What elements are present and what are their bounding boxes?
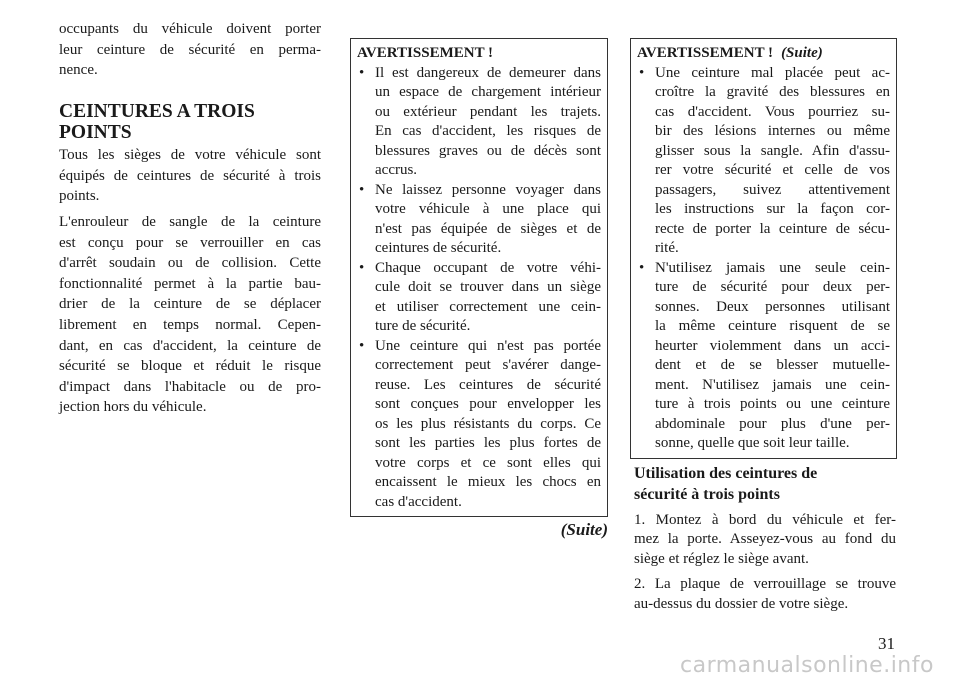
text-line: mez la porte. Asseyez-vous au fond du <box>634 531 896 548</box>
watermark: carmanualsonline.info <box>680 653 934 678</box>
text-line: les instructions sur la façon cor- <box>655 201 890 217</box>
text-line: En cas d'accident, les risques de <box>375 123 601 139</box>
text-line: cule doit se trouver dans un siège <box>375 279 601 295</box>
text-line: croître la gravité des blessures en <box>655 84 890 100</box>
text-line: ceintures de sécurité. <box>375 240 502 256</box>
text-line: L'enrouleur de sangle de la ceinture <box>59 214 321 230</box>
warning-title-text: AVERTISSEMENT ! <box>637 45 774 61</box>
warning-continued-label: (Suite) <box>781 45 823 61</box>
warning-bullet <box>637 64 890 259</box>
bullet-icon: • <box>639 64 645 81</box>
text-line: abdominale pour plus d'une per- <box>655 415 890 432</box>
text-line: sonne, quelle que soit leur taille. <box>655 435 850 451</box>
warning-bullet <box>637 259 890 454</box>
text-line: Chaque occupant de votre véhi- <box>375 259 601 276</box>
text-line: dant, en cas d'accident, la ceinture de <box>59 337 321 354</box>
text-line: Ne laissez personne voyager dans <box>375 181 601 198</box>
warning-bullet <box>357 181 601 259</box>
text-line: la même ceinture risquent de se <box>655 318 890 334</box>
paragraph-seats <box>59 145 321 207</box>
text-line: sont les parties les plus fortes de <box>375 435 601 451</box>
warning-bullets <box>637 64 890 454</box>
warning-box <box>350 38 608 517</box>
text-line: occupants du véhicule doivent porter <box>59 21 321 37</box>
text-line: accrus. <box>375 162 418 178</box>
warning-title <box>637 44 890 64</box>
text-line: rité. <box>655 240 679 256</box>
text-line: n'est pas équipée de sièges et de <box>375 220 601 237</box>
continued-label: (Suite) <box>560 520 608 539</box>
text-line: siège et réglez le siège avant. <box>634 550 809 567</box>
paragraph-retractor <box>59 212 321 418</box>
text-line: N'utilisez jamais une seule cein- <box>655 259 890 276</box>
text-line: passagers, suivez attentivement <box>655 181 890 198</box>
text-line: sont conçues pour envelopper les <box>375 396 601 412</box>
text-line: 2. La plaque de verrouillage se trouve <box>634 576 896 593</box>
text-line: drier de la ceinture de se déplacer <box>59 296 321 313</box>
text-line: cas d'accident. Vous pourriez su- <box>655 103 890 120</box>
text-line: votre corps et ce sont elles qui <box>375 454 601 471</box>
warning-bullet <box>357 337 601 513</box>
text-line: sonnes. Deux personnes utilisant <box>655 298 890 315</box>
bullet-icon: • <box>359 259 365 276</box>
text-line: Une ceinture qui n'est pas portée <box>375 337 601 354</box>
text-line: dent et de se blesser mutuelle- <box>655 357 890 373</box>
text-line: d'arrêt soudain ou de collision. Cette <box>59 255 321 272</box>
text-line: reuse. Les ceintures de sécurité <box>375 376 601 393</box>
text-line: votre véhicule à une place qui <box>375 201 601 217</box>
text-line: recte de porter la ceinture de sécu- <box>655 220 890 237</box>
intro-paragraph <box>59 19 321 81</box>
heading-line: sécurité à trois points <box>634 485 780 503</box>
subsection-heading <box>634 463 896 505</box>
text-line: Une ceinture mal placée peut ac- <box>655 64 890 81</box>
heading-line: Utilisation des ceintures de <box>634 464 818 482</box>
text-line: 1. Montez à bord du véhicule et fer- <box>634 511 896 528</box>
text-line: blessures graves ou de décès sont <box>375 142 601 159</box>
heading-line: CEINTURES A TROIS <box>59 101 255 122</box>
bullet-icon: • <box>359 181 365 198</box>
step-2 <box>634 575 896 614</box>
page-number: 31 <box>878 634 895 653</box>
warning-box-continued <box>630 38 897 459</box>
text-line: cas d'accident. <box>375 493 462 510</box>
text-line: ture de sécurité. <box>375 318 471 334</box>
text-line: nence. <box>59 62 98 79</box>
text-line: Il est dangereux de demeurer dans <box>375 64 601 81</box>
usage-section <box>630 463 897 615</box>
heading-line: POINTS <box>59 122 132 143</box>
bullet-icon: • <box>639 259 645 276</box>
text-line: correctement peut s'avérer dange- <box>375 357 601 373</box>
text-line: un espace de chargement intérieur <box>375 84 601 100</box>
warning-bullet <box>357 64 601 181</box>
text-line: leur ceinture de sécurité en perma- <box>59 41 321 58</box>
text-line: et utiliser correctement une cein- <box>375 298 601 315</box>
right-column <box>630 38 897 614</box>
warning-title: AVERTISSEMENT ! <box>357 45 494 61</box>
text-line: sécurité se bloque et réduit le risque <box>59 358 321 375</box>
text-line: points. <box>59 188 100 205</box>
warning-bullets <box>357 64 601 513</box>
text-line: d'impact dans l'habitacle ou de pro- <box>59 378 321 395</box>
text-line: glisser sous la sangle. Afin d'assu- <box>655 142 890 159</box>
bullet-icon: • <box>359 64 365 81</box>
section-heading <box>59 101 255 143</box>
text-line: os les plus résistants du corps. Ce <box>375 415 601 432</box>
text-line: ture à trois points ou une ceinture <box>655 396 890 412</box>
text-line: au-dessus du dossier de votre siège. <box>634 595 849 612</box>
step-1 <box>634 511 896 570</box>
text-line: encaissent le mieux les chocs en <box>375 474 601 490</box>
text-line: bir des lésions internes ou même <box>655 123 890 139</box>
text-line: ou extérieur pendant les trajets. <box>375 103 601 120</box>
text-line: équipés de ceintures de sécurité à trois <box>59 167 321 184</box>
text-line: Tous les sièges de votre véhicule sont <box>59 147 321 163</box>
bullet-icon: • <box>359 337 365 354</box>
warning-bullet <box>357 259 601 337</box>
text-line: rer votre sécurité et celle de vos <box>655 162 890 178</box>
text-line: fonctionnalité permet à la partie bau- <box>59 275 321 292</box>
middle-column <box>350 38 608 541</box>
text-line: ment. N'utilisez jamais une cein- <box>655 376 890 393</box>
text-line: jection hors du véhicule. <box>59 399 207 416</box>
text-line: ture de sécurité pour deux per- <box>655 279 890 295</box>
text-line: librement en temps normal. Cepen- <box>59 316 321 333</box>
text-line: heurter violemment dans un acci- <box>655 337 890 354</box>
text-line: est conçu pour se verrouiller en cas <box>59 234 321 251</box>
